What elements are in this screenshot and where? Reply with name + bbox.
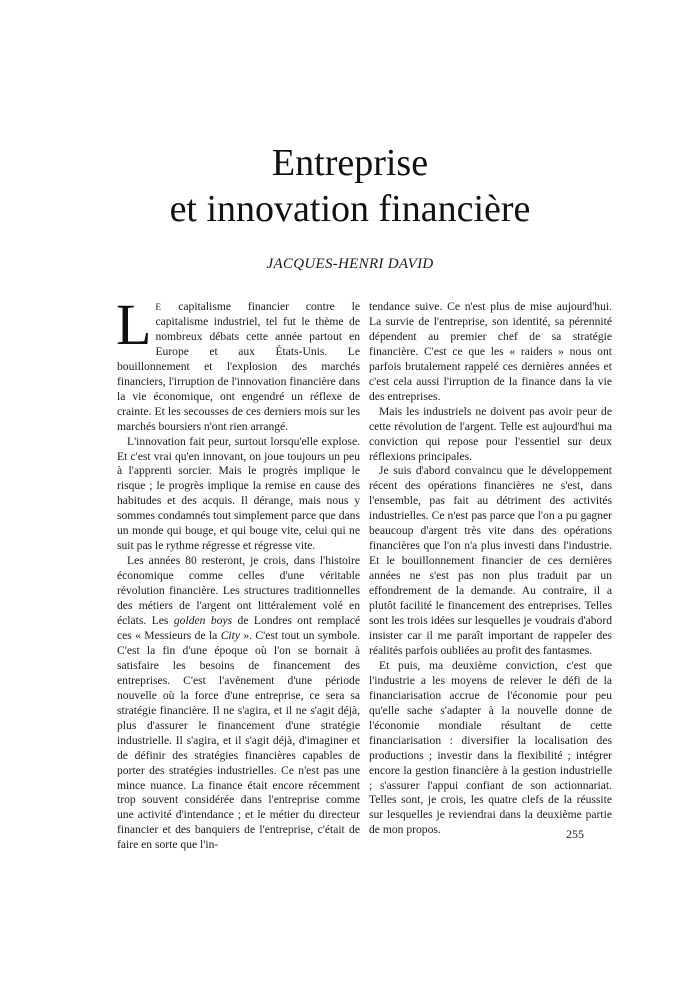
paragraph-text: capitalisme financier contre le capitalisme industriel, tel fut le thème de nombreux débats cette année partout en Europe et aux États-Unis. Le bouillonnement et l'explosion des marchés financiers, l'irruption de l'innovation financière dans la vie économique, ont engendré un réflexe de crainte. Et les secousses de ces derniers mois sur les marchés boursiers n'ont rien arrangé. [117, 300, 360, 433]
paragraph-text: Les années 80 resteront, je crois, dans l'histoire économique comme celles d'une véritable révolution financière. Les structures traditionnelles des métiers de l'argent ont littéralement volé en éclats. Les [117, 554, 360, 628]
italic-text: City [220, 628, 241, 642]
paragraph [116, 292, 360, 435]
title-line-2: et innovation financière [169, 188, 531, 230]
text-column-right [369, 300, 612, 838]
page-number: 255 [566, 827, 584, 841]
title-line-1: Entreprise [271, 142, 429, 184]
paragraph-text: ». C'est tout un symbole. C'est la fin d'une époque où l'on se bornait à satisfaire les besoins de financement des entreprises. C'est l'avènement d'une période nouvelle où la force d'une entreprise, ce sera sa stratégie financière. Il ne s'agira, et il ne s'agit déjà, plus d'assurer le financement d'une stratégie industrielle. Il s'agira, et il s'agit déjà, d'imaginer et de définir des stratégies financières capables de porter des stratégies industrielles. Ce n'est pas une mince nuance. La finance était encore récemment trop souvent considérée dans l'entreprise comme une activité d'intendance ; et le métier du directeur financier et des banquiers de l'entreprise, c'était de faire en sorte que l'in- [117, 628, 360, 852]
paragraph-text: de Londres ont remplacé ces « Messieurs de la [117, 614, 361, 642]
article-author: JACQUES-HENRI DAVID [266, 256, 434, 272]
italic-text: golden boys [173, 614, 233, 628]
paragraph: Je suis d'abord convaincu que le développement récent des opérations financières ne s'est, dans l'ensemble, pas fait au détriment des activités industrielles. Ce n'est pas parce que l'on a pu gagner beaucoup d'argent très vite dans des opérations financières que l'on n'a plus investi dans l'industrie. Et le bouillonnement financier de ces dernières années ne s'est pas non plus traduit par un effondrement de la demande. Au contraire, il a plutôt facilité le financement des entreprises. Telles sont les trois idées sur lesquelles je voudrais d'abord insister car il me paraît important de rappeler des réalités parfois oubliées au profit des fantasmes. [369, 464, 612, 657]
article-title [0, 140, 700, 232]
paragraph: L'innovation fait peur, surtout lorsqu'elle explose. Et c'est vrai qu'en innovant, on joue toujours un peu à l'apprenti sorcier. Mais le progrès implique le risque ; le progrès implique la remise en cause des habitudes et des acquis. Il dérange, mais nous y sommes condamnés tout simplement parce que dans un monde qui bouge, et qui bouge vite, celui qui ne suit pas le rythme régresse et régresse vite. [117, 434, 360, 553]
drop-cap: L [116, 292, 152, 357]
paragraph: Mais les industriels ne doivent pas avoir peur de cette révolution de l'argent. Telle est aujourd'hui ma conviction qui repose pour l'essentiel sur deux réflexions principales. [369, 404, 612, 463]
paragraph [117, 554, 360, 853]
text-column-left [116, 292, 361, 853]
first-word-rest: E [155, 302, 162, 312]
paragraph: tendance suive. Ce n'est plus de mise aujourd'hui. La survie de l'entreprise, son identité, sa pérennité dépendent au premier chef de sa stratégie financière. C'est ce que les « raiders » nous ont parfois brutalement rappelé ces dernières années et c'est cela aussi l'irruption de la finance dans la vie des entreprises. [369, 300, 612, 403]
paragraph: Et puis, ma deuxième conviction, c'est que l'industrie a les moyens de relever le défi de la financiarisation accrue de l'économie pour peu qu'elle sache s'adapter à la nouvelle donne de l'économie mondiale résultant de cette financiarisation : diversifier la localisation des productions ; investir dans la flexibilité ; intégrer encore la gestion financière à la gestion industrielle ; s'assurer l'appui confiant de son actionnariat. Telles sont, je crois, les quatre clefs de la réussite sur lesquelles je reviendrai dans la deuxième partie de mon propos. [369, 658, 612, 837]
